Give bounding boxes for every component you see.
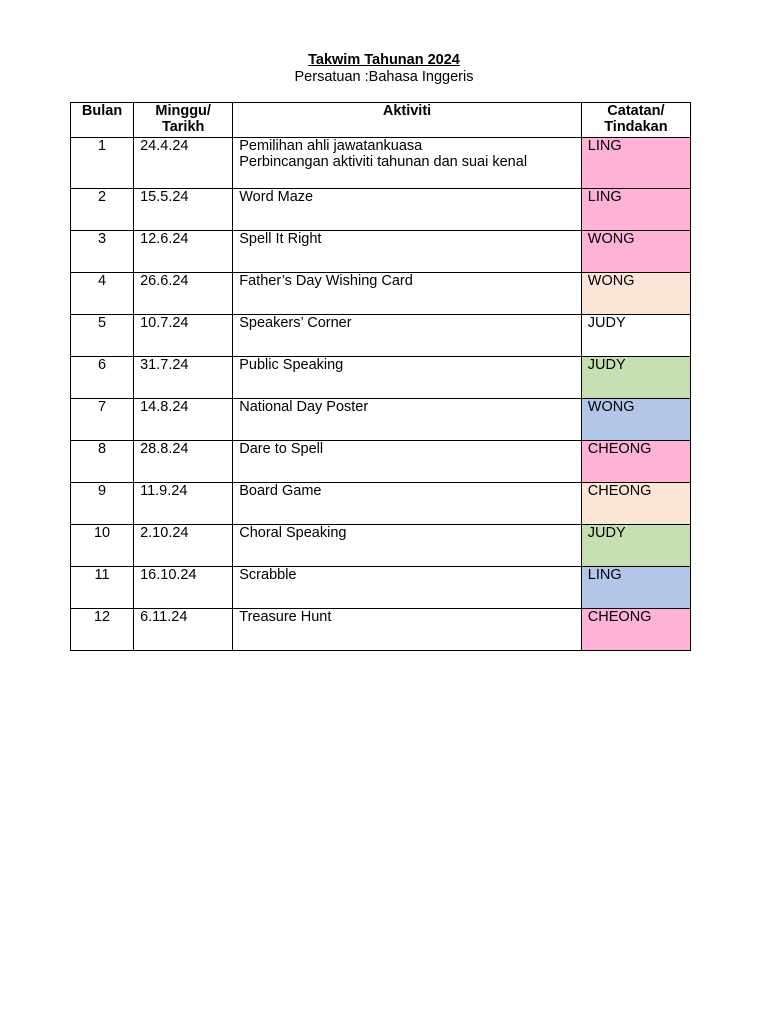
cell-catatan: LING	[581, 138, 690, 189]
cell-aktiviti: Public Speaking	[233, 357, 582, 399]
table-row	[71, 567, 691, 609]
cell-tarikh: 16.10.24	[134, 567, 233, 609]
cell-aktiviti: Father’s Day Wishing Card	[233, 273, 582, 315]
cell-aktiviti: Board Game	[233, 483, 582, 525]
table-row	[71, 441, 691, 483]
table-row	[71, 273, 691, 315]
cell-catatan: WONG	[581, 273, 690, 315]
cell-aktiviti	[233, 138, 582, 189]
cell-tarikh: 28.8.24	[134, 441, 233, 483]
cell-aktiviti: Scrabble	[233, 567, 582, 609]
cell-bulan: 5	[71, 315, 134, 357]
cell-aktiviti-line2: Perbincangan aktiviti tahunan dan suai kenal	[239, 154, 528, 170]
cell-aktiviti-line1: Pemilihan ahli jawatankuasa	[239, 138, 423, 154]
cell-catatan: CHEONG	[581, 441, 690, 483]
header-catatan-line1: Catatan/	[607, 103, 665, 119]
cell-aktiviti: Speakers’ Corner	[233, 315, 582, 357]
cell-bulan: 8	[71, 441, 134, 483]
header-aktiviti: Aktiviti	[233, 103, 582, 138]
cell-bulan: 6	[71, 357, 134, 399]
cell-bulan: 9	[71, 483, 134, 525]
cell-tarikh: 6.11.24	[134, 609, 233, 651]
cell-tarikh: 14.8.24	[134, 399, 233, 441]
table-row	[71, 315, 691, 357]
cell-tarikh: 15.5.24	[134, 189, 233, 231]
cell-catatan: LING	[581, 567, 690, 609]
cell-catatan: JUDY	[581, 315, 690, 357]
cell-bulan: 2	[71, 189, 134, 231]
table-row	[71, 138, 691, 189]
cell-aktiviti: Dare to Spell	[233, 441, 582, 483]
cell-tarikh: 26.6.24	[134, 273, 233, 315]
table-row	[71, 609, 691, 651]
cell-catatan: CHEONG	[581, 609, 690, 651]
table-row	[71, 231, 691, 273]
cell-aktiviti: Spell It Right	[233, 231, 582, 273]
table-row	[71, 357, 691, 399]
cell-tarikh: 12.6.24	[134, 231, 233, 273]
header-tarikh	[134, 103, 233, 138]
table-row	[71, 189, 691, 231]
cell-tarikh: 10.7.24	[134, 315, 233, 357]
cell-aktiviti: Word Maze	[233, 189, 582, 231]
document-subtitle: Persatuan :Bahasa Inggeris	[294, 69, 474, 85]
cell-catatan: JUDY	[581, 525, 690, 567]
takwim-table	[70, 102, 691, 651]
cell-catatan: CHEONG	[581, 483, 690, 525]
table-row	[71, 525, 691, 567]
cell-bulan: 3	[71, 231, 134, 273]
cell-bulan: 7	[71, 399, 134, 441]
cell-bulan: 11	[71, 567, 134, 609]
cell-tarikh: 11.9.24	[134, 483, 233, 525]
table-row	[71, 399, 691, 441]
cell-catatan: JUDY	[581, 357, 690, 399]
cell-bulan: 1	[71, 138, 134, 189]
table-header-row	[71, 103, 691, 138]
header-catatan	[581, 103, 690, 138]
cell-tarikh: 2.10.24	[134, 525, 233, 567]
cell-catatan: WONG	[581, 231, 690, 273]
cell-bulan: 10	[71, 525, 134, 567]
cell-aktiviti: Choral Speaking	[233, 525, 582, 567]
cell-tarikh: 24.4.24	[134, 138, 233, 189]
cell-bulan: 12	[71, 609, 134, 651]
cell-aktiviti: National Day Poster	[233, 399, 582, 441]
cell-bulan: 4	[71, 273, 134, 315]
header-catatan-line2: Tindakan	[604, 119, 668, 135]
header-tarikh-line1: Minggu/	[155, 103, 211, 119]
table-row	[71, 483, 691, 525]
cell-tarikh: 31.7.24	[134, 357, 233, 399]
cell-catatan: LING	[581, 189, 690, 231]
header-bulan: Bulan	[71, 103, 134, 138]
cell-aktiviti: Treasure Hunt	[233, 609, 582, 651]
document-title: Takwim Tahunan 2024	[308, 52, 460, 68]
header-tarikh-line2: Tarikh	[161, 119, 205, 135]
cell-catatan: WONG	[581, 399, 690, 441]
